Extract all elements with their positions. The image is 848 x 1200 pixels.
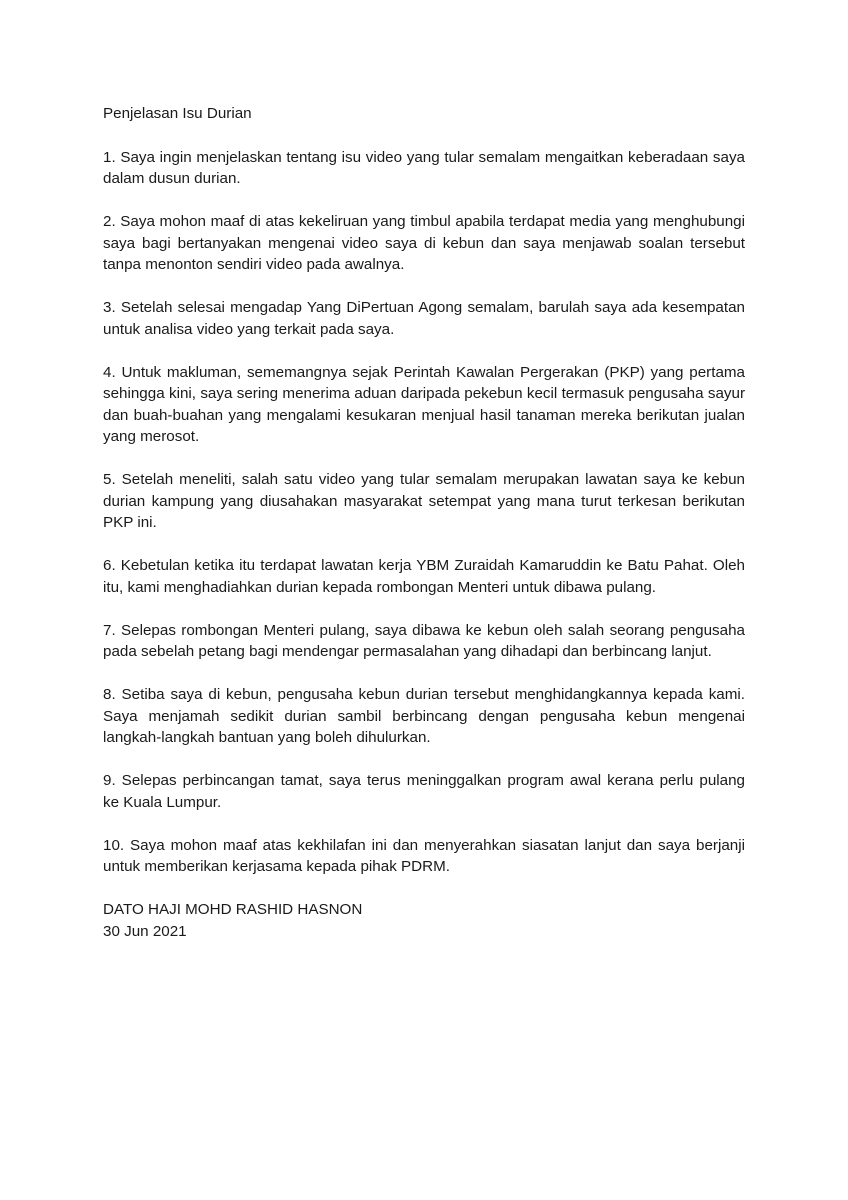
paragraph-1: 1. Saya ingin menjelaskan tentang isu video yang tular semalam mengaitkan keberadaan saya dalam dusun durian. [103,148,745,187]
paragraph-7: 7. Selepas rombongan Menteri pulang, saya dibawa ke kebun oleh salah seorang pengusaha pada sebelah petang bagi mendengar permasalahan yang dihadapi dan berbincang lanjut. [103,621,745,660]
paragraph-8: 8. Setiba saya di kebun, pengusaha kebun durian tersebut menghidangkannya kepada kami. Saya menjamah sedikit durian sambil berbincang dengan pengusaha kebun mengenai langkah-langkah bantuan yang boleh dihulurkan. [103,686,745,746]
signatory-name: DATO HAJI MOHD RASHID HASNON [103,901,363,918]
paragraph-5: 5. Setelah meneliti, salah satu video yang tular semalam merupakan lawatan saya ke kebun durian kampung yang diusahakan masyarakat setempat yang mana turut terkesan berikutan PKP ini. [103,471,745,531]
signature-block [103,899,745,942]
document-page [103,103,745,942]
document-title: Penjelasan Isu Durian [103,105,252,122]
paragraph-2: 2. Saya mohon maaf di atas kekeliruan yang timbul apabila terdapat media yang menghubungi saya bagi bertanyakan mengenai video saya di kebun dan saya menjawab soalan tersebut tanpa menonton sendiri video pada awalnya. [103,213,745,273]
document-date: 30 Jun 2021 [103,922,187,940]
paragraph-4: 4. Untuk makluman, sememangnya sejak Perintah Kawalan Pergerakan (PKP) yang pertama sehingga kini, saya sering menerima aduan daripada pekebun kecil termasuk pengusaha sayur dan buah-buahan yang mengalami kesukaran menjual hasil tanaman mereka berikutan jualan yang merosot. [103,363,745,445]
paragraph-6: 6. Kebetulan ketika itu terdapat lawatan kerja YBM Zuraidah Kamaruddin ke Batu Pahat. Oleh itu, kami menghadiahkan durian kepada rombongan Menteri untuk dibawa pulang. [103,557,745,596]
paragraph-3: 3. Setelah selesai mengadap Yang DiPertuan Agong semalam, barulah saya ada kesempatan untuk analisa video yang terkait pada saya. [103,299,745,338]
paragraph-10: 10. Saya mohon maaf atas kekhilafan ini dan menyerahkan siasatan lanjut dan saya berjanji untuk memberikan kerjasama kepada pihak PDRM. [103,836,745,875]
paragraph-9: 9. Selepas perbincangan tamat, saya terus meninggalkan program awal kerana perlu pulang ke Kuala Lumpur. [103,772,745,811]
